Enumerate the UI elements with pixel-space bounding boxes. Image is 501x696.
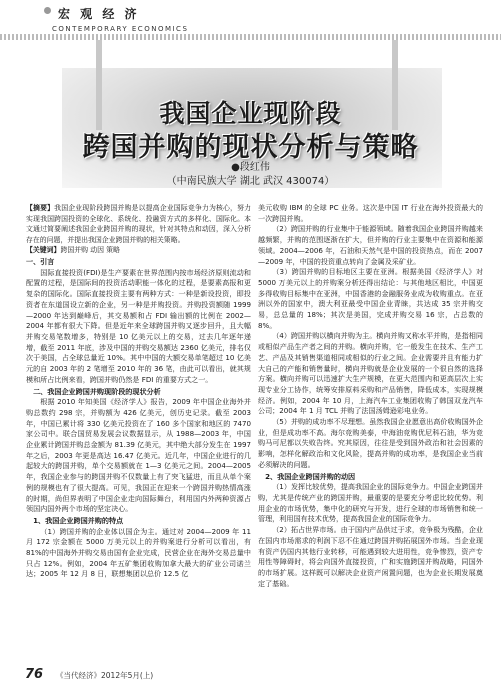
right-column: [258, 203, 483, 589]
keywords: [26, 245, 251, 256]
paragraph: （5）并购的成功率不尽理想。虽然我国企业愿意出高价收购国外企业，但是成功率不高。海尔竞购美泰，中海油竞购优尼科石油，华为竞购马可尼都以失败告终。究其原因，往往是受到国外政治和社会因素的影响，怎样化解政治和文化风险，提高并购的成功率，是我国企业当前必须解决的问题。: [258, 417, 483, 469]
keywords-text: 跨国并购 动因 策略: [60, 246, 120, 255]
header-dot-icon: [44, 7, 51, 14]
keywords-label: 【关键词】: [26, 246, 61, 255]
abstract-text: 我国企业现阶段跨国并购是以提高企业国际竞争力为核心，努力实现我国跨国投资的全球化、系统化、投融资方式的多样化、国际化。本文通过简要阐述我国企业跨国并购的现状，针对其特点和动因，深入分析存在的问题，并提出我国企业跨国并购的相关策略。: [26, 204, 252, 244]
page-number: 76: [25, 667, 44, 682]
journal-header: [0, 0, 501, 44]
journal-section-title: 宏 观 经 济: [58, 7, 140, 21]
paragraph: 美元收购 IBM 的全球 PC 业务。这次是中国 IT 行业在海外投资最大的一次跨国并购。: [258, 203, 483, 223]
article-title-line2: 跨国并购的现状分析与策略: [82, 132, 419, 163]
article-title-line1: 我国企业现阶段: [159, 99, 342, 128]
subsection-heading-features: 1、我国企业跨国并购的特点: [33, 515, 124, 525]
paragraph: （4）跨国并购以横向并购为主。横向并购又称水平并购，是指相同或相似产品生产者之间的并购。横向并购，它一般发生在技术、生产工艺、产品及其销售渠道相同或相似的行业之间。企业需要并且有能力扩大自己的产能和销售量时，横向并购就是企业发展的一个很自然的选择方案。横向并购可以迅速扩大生产规模，在更大范围内和更高层次上实现专业分工协作，统筹安排原料采购和产品销售，降低成本，实现规模经济。例如，2004 年 10 月，上海汽车工业集团收购了韩国双龙汽车公司；2004 年 1 月 TCL 并购了法国汤姆逊彩电业务。: [258, 331, 483, 416]
paragraph: （2）跨国并购的行业集中于能源领域。随着我国企业跨国并购越来越频繁，并购的范围逐渐在扩大，但并购的行业主要集中在资源和能源领域。2004—2006 年，石油和天然气是中国的投资热点，而在 2007—2009 年，中国的投资重点转向了金属及采矿业。: [258, 224, 483, 266]
article-affiliation: （中南民族大学 湖北 武汉 430074）: [166, 176, 335, 187]
paragraph: （1）跨国并购的企业体以国企为主。通过对 2004—2009 年 11 月 172 宗金额在 5000 万美元以上的并购案进行分析可以看出，有 81%的中国海外并购交易由国有企业完成，民营企业在海外交易总量中只占 12%。例如，2004 年五矿集团收购加拿大最大的矿业公司诺兰达；2005 年 12 月 8 日，联想集团以总价 12.5 亿: [26, 526, 251, 579]
paragraph: 国际直接投资(FDI)是生产要素在世界范围内按市场经济原则流动和配置的过程，是国际间的投资活动职能一体化的过程，是要素高报和更复杂的国际化。国际直接投资主要有两种方式：一种是新设投资，即投资者在东道国设立新的企业，另一种是并购投资。并购投资额随 1999—2000 年达到巅峰后，其交易额和占 FDI 输出额的比例在 2002—2004 年都有很大下降。但是近年来全球跨国并购又逐步回升，且大幅并购交易笔数增多，特别是 10 亿美元以上的交易，过去几年逐年递增，截至 2011 年底，涉及中国的并购交易额达 2360 亿美元，排名仅次于美国，占全球总量近 10%。其中中国的大额交易单笔超过 10 亿美元的自 2003 年的 2 笔增至 2010 年的 36 笔，由此可以看出，就其规模和所占比例来看，跨国并购仍然是 FDI 的重要方式之一。: [26, 267, 251, 384]
paragraph: （2）拓占世界市场。由于国内产品供过于求，竞争极为残酷，企业在国内市场需求的利润下忍不住通过跨国并购拓展国外市场。当企业现有资产仍国内其他行业转移，可能遇到较大进用性，竞争惨烈，资产专用性等障碍时，将会向国外直接投资，广和实施跨国并购战略，同国外的市场扩展。这样既可以解决企业资产闲置问题，也为企业长期发展奠定了基础。: [258, 525, 483, 588]
section-heading-intro: 一、引言: [26, 257, 55, 267]
article-author: ●段红伟: [231, 162, 270, 173]
paragraph: 根据 2010 年知美国《经济学人》报告，2009 年中国企业海外并购总数约 298 宗，并购额为 426 亿美元，创历史记录。截至 2003 年，中国已累计将 330 亿美元投资在了 160 多个国家和地区的 7470 家公司中。联合国贸易发展会议数据显示，从 1988—2003 年，中国企业累计跨国并购总金额为 81.39 亿美元，其中绝大部分发生在 1997 年之后，2003 年更是高达 16.47 亿美元。近几年，中国企业进行的几起较大的跨国并购，单个交易额就在 1—3 亿美元之间。2004—2005 年，我国企业参与的跨国并购不仅数量上有了突飞猛进，而且从单个案例的规模也有了很大提高。可见，我国正在迎来一个跨国并购热情高涨的时期，尚但界表明了中国企业走向国际舞台，利用国内外两种资源占领国内国外两个市场的坚定决心。: [26, 397, 251, 514]
abstract: [26, 203, 251, 245]
abstract-label: 【摘要】: [26, 204, 55, 212]
left-column: [26, 203, 251, 580]
header-stripe: [0, 34, 501, 40]
journal-citation: 《当代经济》2012年5月(上): [56, 671, 154, 680]
journal-section-subtitle: CONTEMPORARY ECONOMICS: [52, 25, 189, 33]
paragraph: （1）发挥比较优势，提高我国企业的国际竞争力。中国企业跨国并购，尤其是传统产业的跨国并购，最重要的是要充分考虑比较优势。利用企业的市场优势，集中化的研究与开发，进行全球的市场销售和统一管理，利用国有技术优势，提高我国企业的国际竞争力。: [258, 482, 483, 524]
subsection-heading-motives: 2、我国企业跨国并购的动因: [265, 471, 356, 481]
section-heading-status: 二、我国企业跨国并购现阶段的现状分析: [33, 386, 161, 396]
paragraph: （3）跨国并购的目标地区主要在亚洲。根据美国《经济学人》对 5000 万美元以上的并购案分析还得出结论：与其他地区相比，中国更多得收购目标集中在亚洲，中国香港的金融服务业成为收购重点。在亚洲以外的国家中，澳大利亚最受中国企业青睐，共达成 35 宗并购交易，总总量的 18%；其次是美国，完成并购交易 16 宗，占总数的 8%。: [258, 267, 483, 330]
